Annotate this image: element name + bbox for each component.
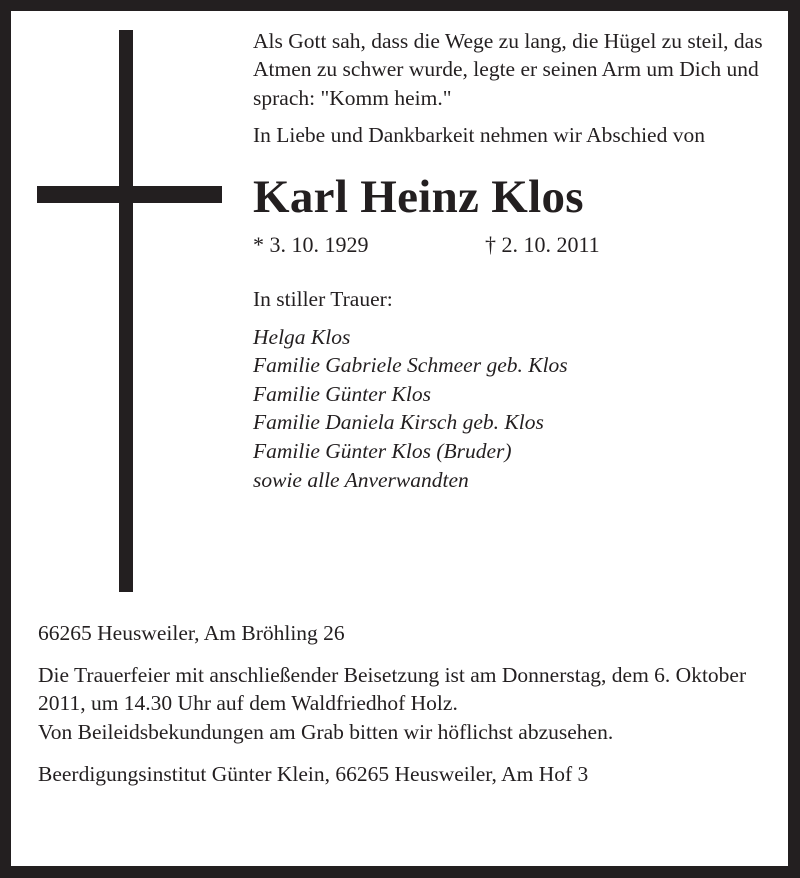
cross-horizontal-bar xyxy=(37,186,222,203)
deceased-name: Karl Heinz Klos xyxy=(253,170,584,223)
mourner-item: Helga Klos xyxy=(253,324,351,349)
christian-cross-icon xyxy=(11,11,251,611)
family-address: 66265 Heusweiler, Am Bröhling 26 xyxy=(38,621,345,645)
farewell-statement: In Liebe und Dankbarkeit nehmen wir Abschied von xyxy=(253,123,705,148)
notice-lower-text-block xyxy=(38,619,763,788)
death-date: † 2. 10. 2011 xyxy=(485,231,600,257)
mourners-list xyxy=(253,323,763,495)
funeral-service-details: Die Trauerfeier mit anschließender Beisetzung ist am Donnerstag, dem 6. Oktober 2011, um 14.30 Uhr auf dem Waldfriedhof Holz. xyxy=(38,663,747,716)
mourning-heading: In stiller Trauer: xyxy=(253,286,393,311)
mourner-item: Familie Gabriele Schmeer geb. Klos xyxy=(253,353,568,378)
cross-vertical-bar xyxy=(119,30,133,592)
condolence-request: Von Beileidsbekundungen am Grab bitten wir höflichst abzusehen. xyxy=(38,719,614,744)
birth-date: * 3. 10. 1929 xyxy=(253,231,369,257)
mourner-item: Familie Günter Klos (Bruder) xyxy=(253,439,512,463)
memorial-verse: Als Gott sah, dass die Wege zu lang, die Hügel zu steil, das Atmen zu schwer wurde, legte er seinen Arm um Dich und sprach: "Komm heim." xyxy=(253,29,763,110)
life-dates xyxy=(253,231,763,259)
notice-upper-text-column xyxy=(253,27,763,494)
mourner-item: sowie alle Anverwandten xyxy=(253,467,469,492)
mourner-item: Familie Günter Klos xyxy=(253,381,431,406)
funeral-home-credit: Beerdigungsinstitut Günter Klein, 66265 Heusweiler, Am Hof 3 xyxy=(38,762,589,787)
mourner-item: Familie Daniela Kirsch geb. Klos xyxy=(253,410,544,435)
notice-paper xyxy=(11,11,788,866)
